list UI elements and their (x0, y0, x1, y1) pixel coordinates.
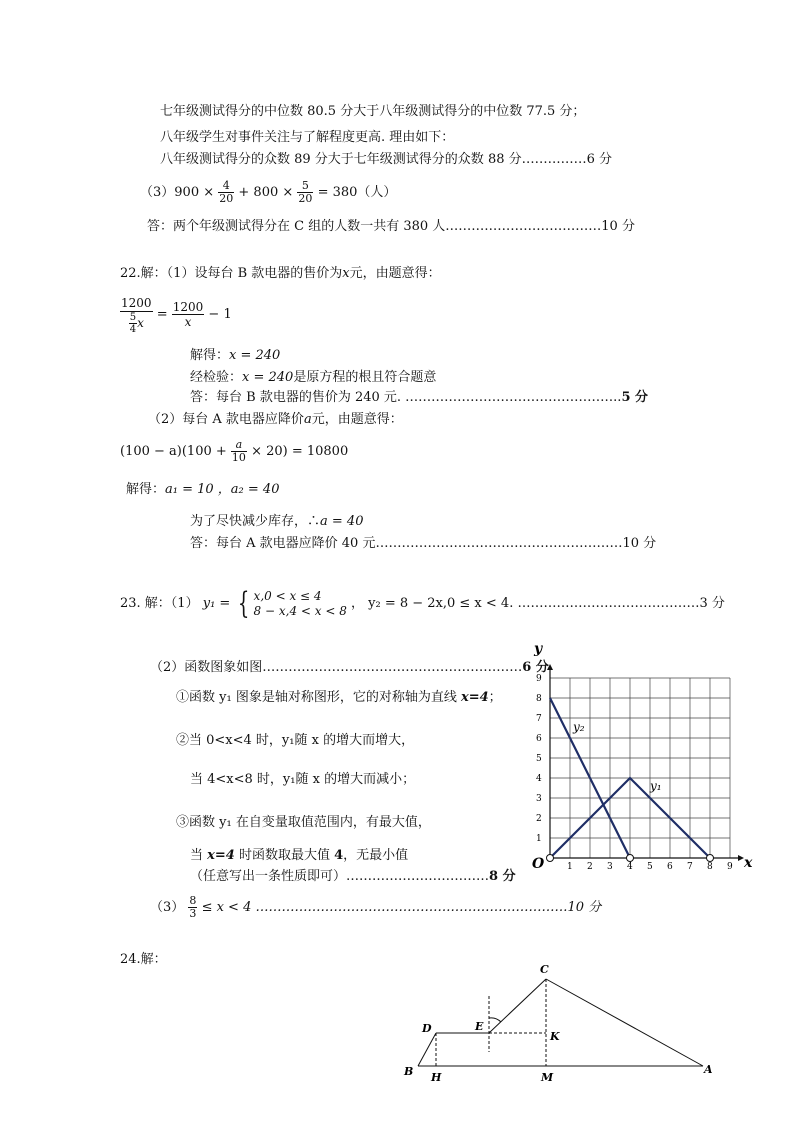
p22-head: 22.解：（1）设每台 B 款电器的售价为x元，由题意得： (120, 266, 441, 281)
p24-head: 24.解： (120, 952, 167, 967)
y-tick-label: 1 (536, 834, 542, 844)
point-K: K (550, 1030, 560, 1043)
y-tick-label: 5 (536, 754, 542, 764)
p21-line1: 七年级测试得分的中位数 80.5 分大于八年级测试得分的中位数 77.5 分； (160, 104, 586, 119)
geometry-figure (400, 960, 720, 1085)
y-tick-label: 3 (536, 794, 542, 804)
axis-y-label: y (534, 641, 543, 657)
p23-prop1: ①函数 y₁ 图象是轴对称图形，它的对称轴为直线 x=4； (176, 690, 502, 705)
p22-check: 经检验：x = 240是原方程的根且符合题意 (190, 370, 437, 385)
y-tick-label: 9 (536, 674, 542, 684)
x-tick-label: 3 (607, 862, 613, 872)
p22-answer1: 答：每台 B 款电器的售价为 240 元. …………………………………………..5 分 (190, 390, 649, 405)
p21-line2: 八年级学生对事件关注与了解程度更高. 理由如下： (160, 130, 455, 145)
p23-q3: （3） $\frac{8}{3}$ ≤ x < 4 ………………………………………………………………10 分 (150, 894, 602, 920)
p21-q3: （3）900 × $\frac{4}{20}$ + 800 × $\frac{5}{20}$ = 380（人） (140, 179, 397, 205)
x-tick-label: 4 (627, 862, 633, 872)
p22-reason: 为了尽快减少库存，∴a = 40 (190, 514, 364, 529)
p23-prop4: ③函数 y₁ 在自变量取值范围内，有最大值， (176, 815, 431, 830)
p23-prop2: ②当 0<x<4 时，y₁随 x 的增大而增大， (176, 733, 415, 748)
p22-equation2: (100 − a)(100 + $\frac{a}{10}$ × 20) = 10800 (120, 438, 349, 464)
p22-answer2: 答：每台 A 款电器应降价 40 元…………………………………………………10 分 (190, 536, 657, 551)
function-graph (520, 636, 760, 876)
p22-equation: 1200 $\frac{5}{4}$ x = $\frac{1200}{x}$ − 1 (121, 295, 232, 335)
x-tick-label: 7 (687, 862, 693, 872)
point-E: E (475, 1020, 484, 1033)
point-M: M (541, 1071, 554, 1084)
x-tick-label: 8 (707, 862, 713, 872)
y-tick-label: 7 (536, 714, 542, 724)
origin-label: O (532, 856, 545, 872)
point-B: B (404, 1065, 414, 1078)
p21-answer: 答：两个年级测试得分在 C 组的人数一共有 380 人………………………………10 分 (147, 219, 635, 234)
point-C: C (540, 963, 549, 976)
y-tick-label: 2 (536, 814, 542, 824)
p22-solve2: 解得：a₁ = 10 ，a₂ = 40 (126, 482, 280, 497)
x-tick-label: 2 (587, 862, 593, 872)
p23-prop5: 当 x=4 时函数取最大值 4，无最小值 (190, 848, 409, 863)
p23-prop6: （任意写出一条性质即可）……………………………8 分 (190, 869, 516, 884)
open-endpoint (547, 855, 554, 862)
x-tick-label: 1 (567, 862, 573, 872)
open-endpoint (707, 855, 714, 862)
x-tick-label: 5 (647, 862, 653, 872)
open-endpoint (627, 855, 634, 862)
p23-q2: （2）函数图象如图……………………………………………………6 分 (150, 660, 549, 675)
p23-prop3: 当 4<x<8 时，y₁随 x 的增大而减小； (190, 772, 416, 787)
p22-q2: （2）每台 A 款电器应降价a元，由题意得： (148, 412, 403, 427)
x-tick-label: 6 (667, 862, 673, 872)
p23-head: 23. 解：（1） y₁ = { x,0 < x ≤ 4 8 − x,4 < x < 8 ， y₂ = 8 − 2x,0 ≤ x < 4. ……………………………………3 分 (120, 585, 725, 621)
y-axis-arrow (547, 664, 553, 670)
p21-line3: 八年级测试得分的众数 89 分大于七年级测试得分的众数 88 分……………6 分 (160, 152, 613, 167)
y-tick-label: 8 (536, 694, 542, 704)
y-tick-label: 4 (536, 774, 542, 784)
point-D: D (422, 1022, 432, 1035)
p22-solve: 解得：x = 240 (190, 348, 281, 363)
series-label-y2: y₂ (573, 720, 585, 734)
series-label-y1: y₁ (650, 779, 662, 793)
axis-x-label: x (744, 855, 753, 871)
point-A: A (704, 1063, 713, 1076)
point-H: H (431, 1071, 442, 1084)
x-tick-label: 9 (727, 862, 733, 872)
y-tick-label: 6 (536, 734, 542, 744)
